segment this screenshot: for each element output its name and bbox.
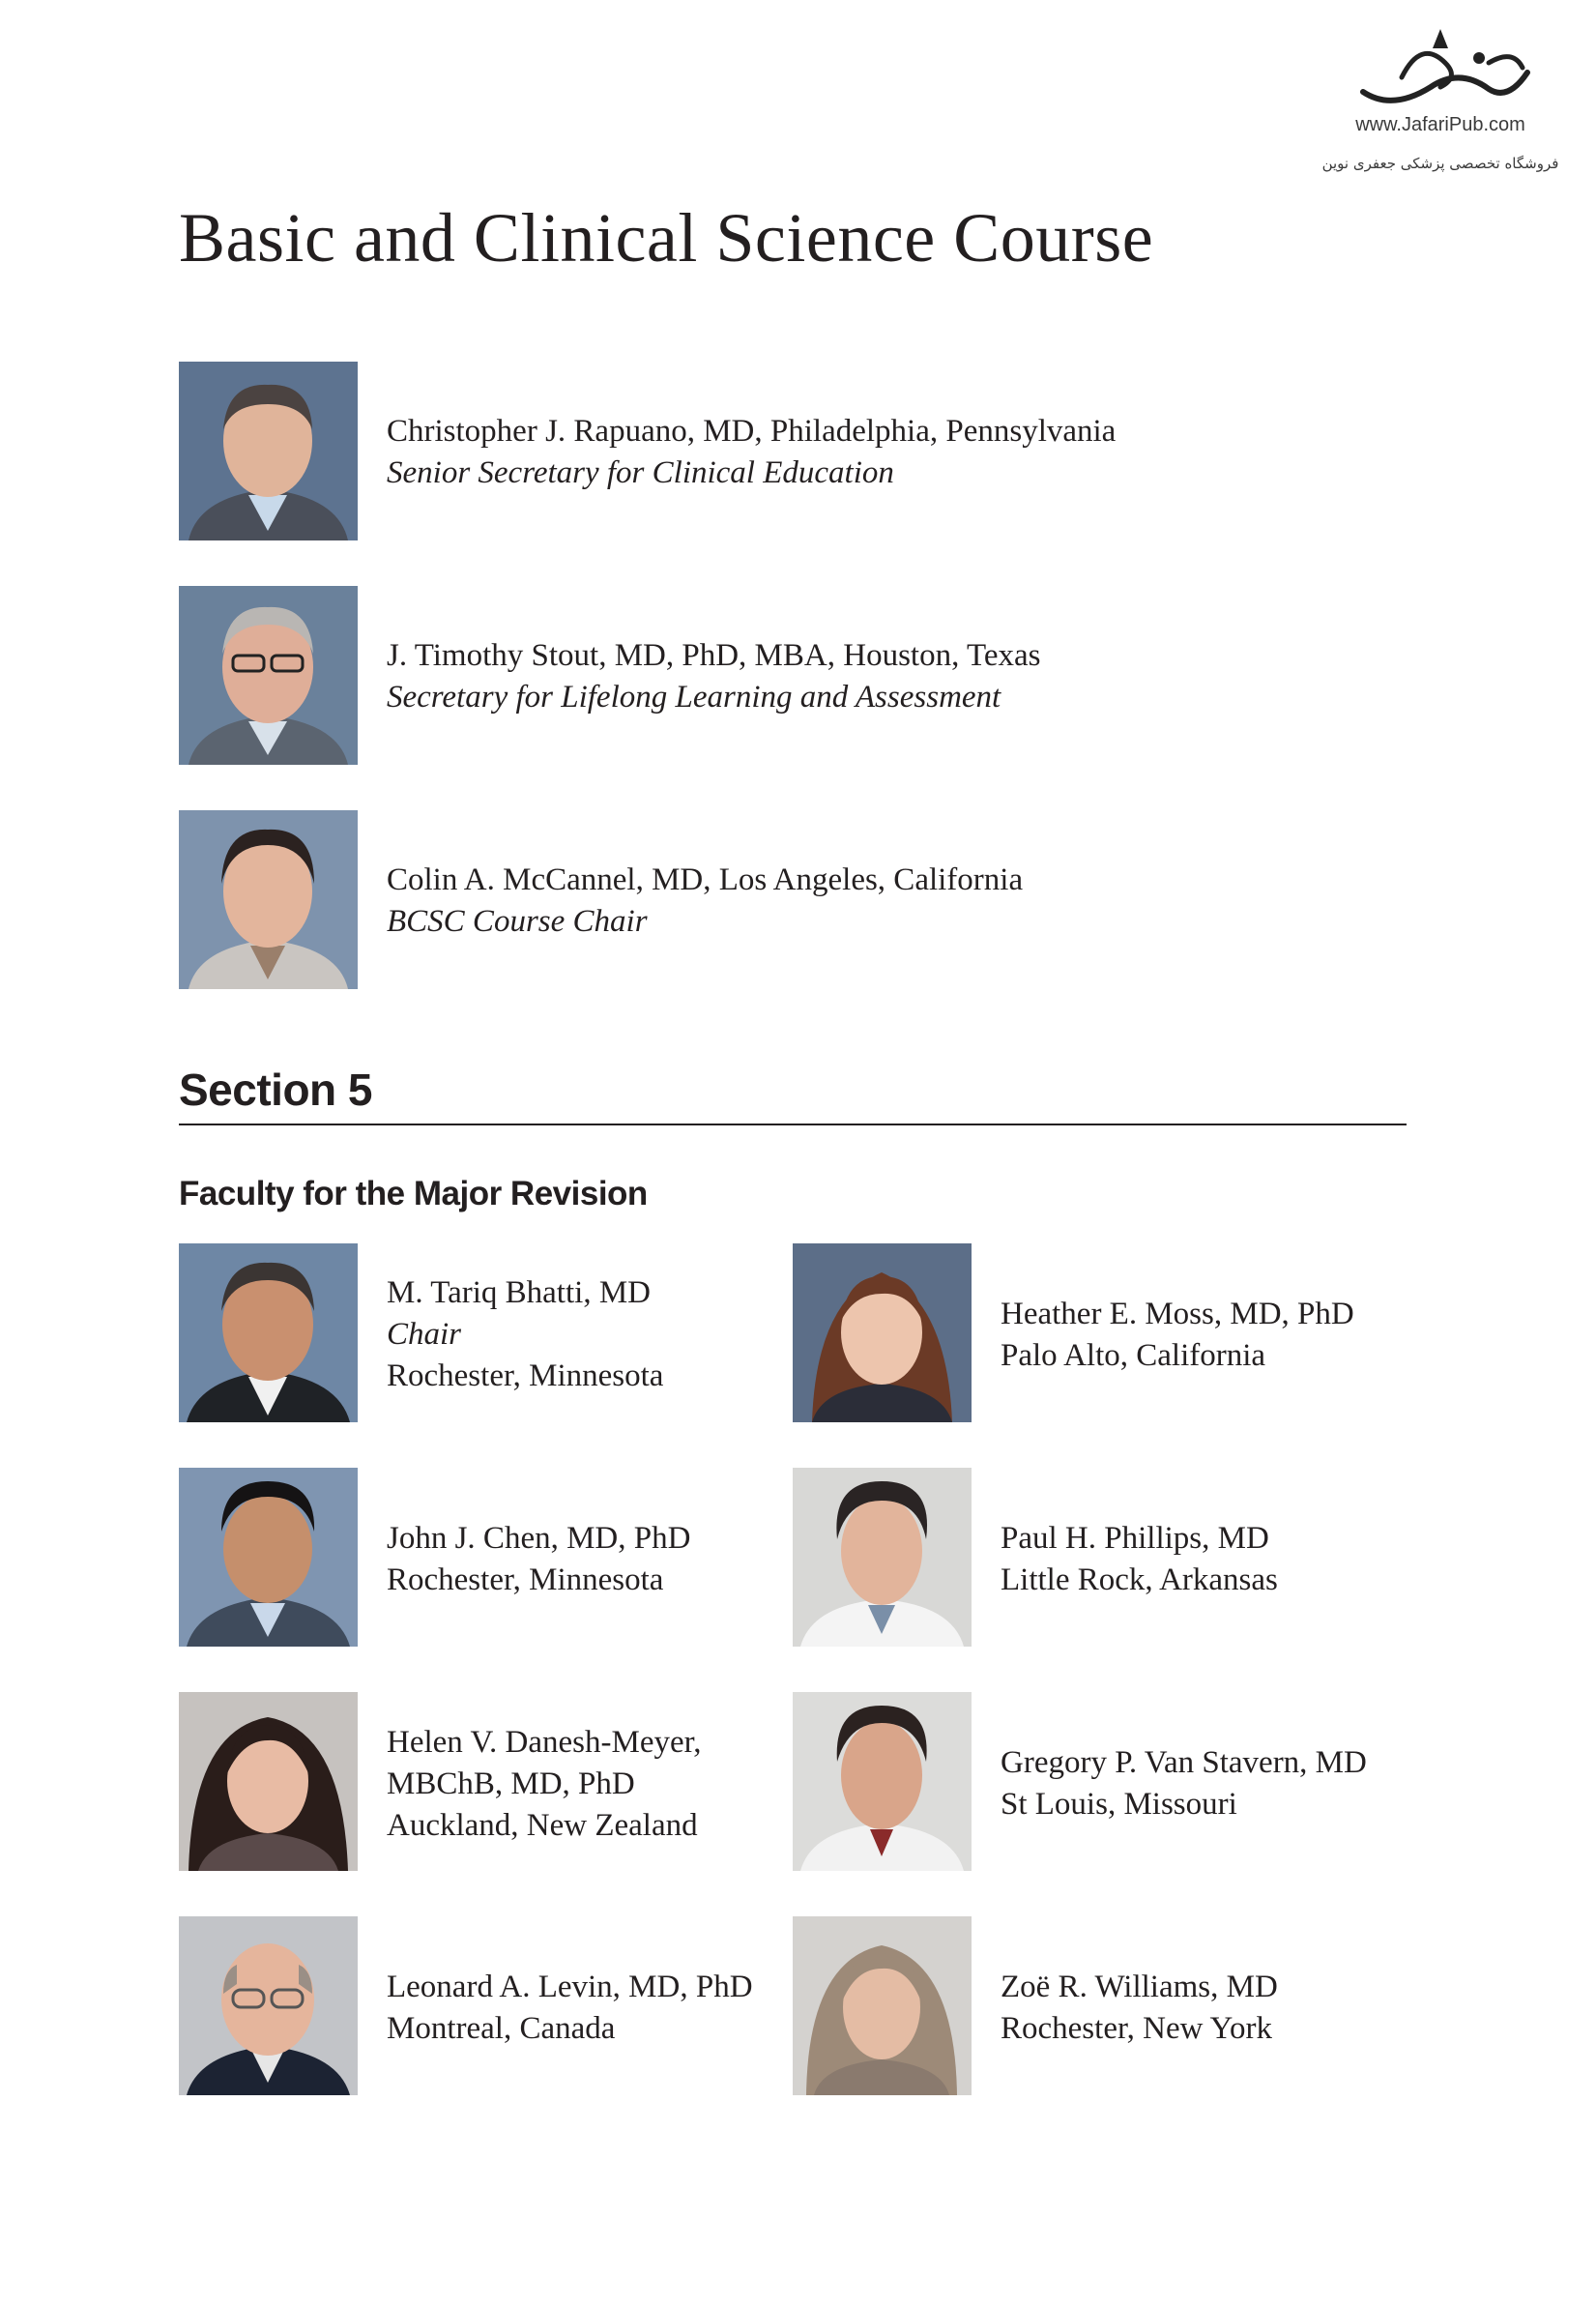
leader-role: Senior Secretary for Clinical Education [387,455,894,490]
leader-name: Christopher J. Rapuano, MD, Philadelphia, Pennsylvania [387,414,1117,449]
watermark-url: www.JafariPub.com [1355,114,1525,135]
faculty-photo [793,1916,972,2095]
faculty-degrees: MBChB, MD, PhD [387,1766,635,1801]
leader-photo [179,362,358,540]
faculty-location: St Louis, Missouri [1001,1787,1237,1822]
page-title: Basic and Clinical Science Course [179,199,1154,277]
calligraphy-logo-icon [1344,19,1537,116]
faculty-entry [1001,1967,1278,2050]
faculty-photo [793,1692,972,1871]
faculty-entry [387,1518,690,1601]
leader-role: BCSC Course Chair [387,904,648,939]
faculty-name: Gregory P. Van Stavern, MD [1001,1745,1367,1780]
leader-name: Colin A. McCannel, MD, Los Angeles, California [387,862,1024,897]
faculty-location: Rochester, New York [1001,2011,1272,2046]
faculty-entry [1001,1518,1278,1601]
leader-name: J. Timothy Stout, MD, PhD, MBA, Houston, Texas [387,638,1041,673]
faculty-entry [387,1967,753,2050]
faculty-entry [1001,1742,1367,1825]
faculty-name: Leonard A. Levin, MD, PhD [387,1970,753,2004]
faculty-name: Helen V. Danesh-Meyer, [387,1725,702,1760]
section-divider [179,1124,1407,1125]
faculty-role: Chair [387,1317,462,1352]
leader-entry [387,635,1040,718]
faculty-photo [179,1916,358,2095]
watermark-logo [1295,19,1585,184]
faculty-name: Zoë R. Williams, MD [1001,1970,1278,2004]
faculty-location: Rochester, Minnesota [387,1358,664,1393]
leader-role: Secretary for Lifelong Learning and Assessment [387,680,1001,715]
faculty-name: John J. Chen, MD, PhD [387,1521,691,1556]
faculty-name: Paul H. Phillips, MD [1001,1521,1269,1556]
leader-photo [179,810,358,989]
faculty-photo [179,1243,358,1422]
faculty-location: Montreal, Canada [387,2011,616,2046]
faculty-location: Rochester, Minnesota [387,1562,664,1597]
faculty-name: Heather E. Moss, MD, PhD [1001,1297,1354,1331]
faculty-location: Little Rock, Arkansas [1001,1562,1278,1597]
faculty-subheading: Faculty for the Major Revision [179,1175,648,1212]
faculty-location: Palo Alto, California [1001,1338,1266,1373]
leader-entry [387,411,1116,494]
faculty-photo [793,1243,972,1422]
faculty-entry [387,1272,663,1397]
faculty-entry [387,1722,702,1847]
faculty-photo [179,1468,358,1647]
faculty-name: M. Tariq Bhatti, MD [387,1275,651,1310]
leader-entry [387,860,1023,943]
faculty-location: Auckland, New Zealand [387,1808,698,1843]
faculty-photo [793,1468,972,1647]
faculty-photo [179,1692,358,1871]
watermark-tagline: فروشگاه تخصصی پزشکی جعفری نوین [1321,155,1559,172]
faculty-entry [1001,1294,1354,1377]
section-heading: Section 5 [179,1065,373,1115]
leader-photo [179,586,358,765]
